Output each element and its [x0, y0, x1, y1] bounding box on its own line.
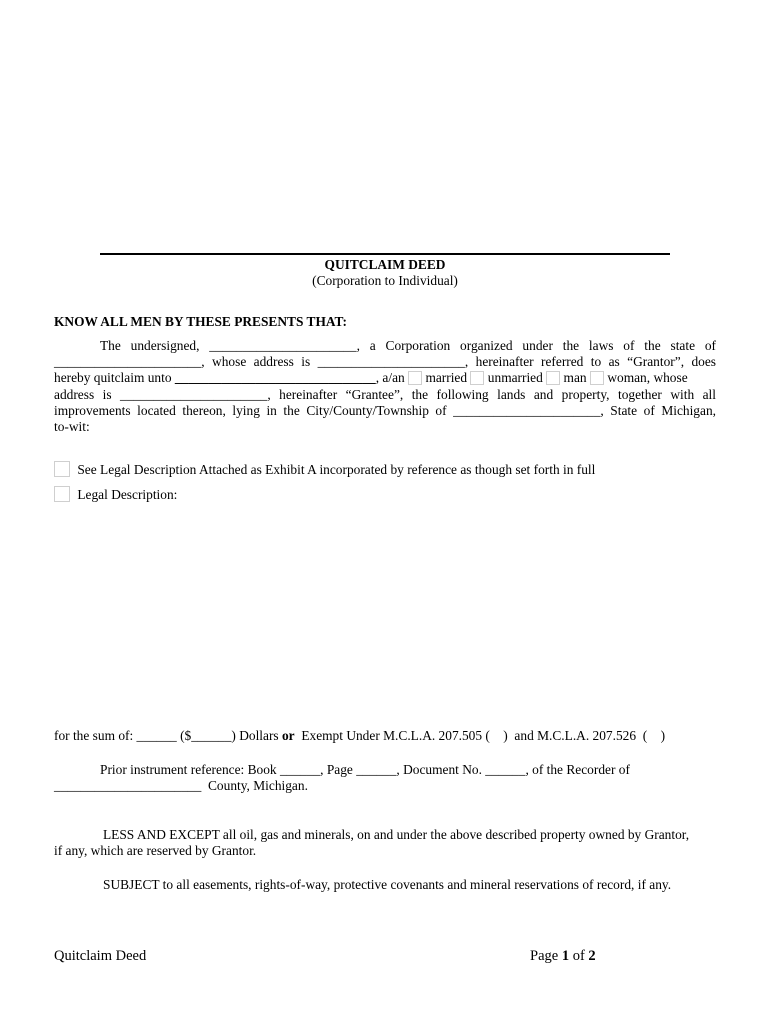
footer-page-word: Page	[530, 948, 562, 964]
deed-subtitle: (Corporation to Individual)	[312, 273, 458, 288]
intro-line-2: ______________________, whose address is ______________________, hereinafter referred to as “Grantor”, does	[54, 354, 716, 369]
sum-or: or	[281, 728, 295, 743]
intro-line-4: address is ______________________, hereinafter “Grantee”, the following lands and property, together with all	[54, 387, 716, 402]
know-all-heading: KNOW ALL MEN BY THESE PRESENTS THAT:	[54, 314, 347, 329]
married-checkbox[interactable]	[408, 371, 422, 385]
title-rule	[100, 253, 670, 255]
footer-page-current: 1	[561, 948, 570, 964]
subject-line: SUBJECT to all easements, rights-of-way, protective covenants and mineral reservations of record, if any.	[103, 877, 672, 892]
sum-line	[54, 728, 665, 744]
intro-line-1: The undersigned, ______________________, a Corporation organized under the laws of the state of	[100, 338, 716, 353]
married-label: married	[425, 370, 468, 385]
prior-reference-line-1: Prior instrument reference: Book ______, Page ______, Document No. ______, of the Recorder of	[100, 762, 630, 777]
intro-line-3-prefix: hereby quitclaim unto	[54, 370, 175, 385]
unmarried-checkbox[interactable]	[470, 371, 484, 385]
woman-label: woman, whose	[607, 370, 688, 385]
deed-title: QUITCLAIM DEED	[324, 257, 446, 272]
sum-pre: for the sum of: ______ ($______) Dollars	[54, 728, 282, 743]
exhibit-option	[54, 461, 595, 478]
woman-checkbox[interactable]	[590, 371, 604, 385]
grantee-name-blank: ______________________________	[174, 370, 376, 385]
legal-description-checkbox[interactable]	[54, 486, 70, 502]
intro-line-3	[54, 370, 716, 386]
prior-reference-line-2: ______________________ County, Michigan.	[54, 778, 308, 793]
man-label: man	[563, 370, 587, 385]
intro-ana-label: , a/an	[375, 370, 405, 385]
exhibit-checkbox[interactable]	[54, 461, 70, 477]
footer-of-word: of	[569, 948, 589, 964]
man-checkbox[interactable]	[546, 371, 560, 385]
less-except-line-1: LESS AND EXCEPT all oil, gas and minerals, on and under the above described property owned by Grantor,	[103, 827, 690, 842]
footer-page-number	[530, 948, 596, 964]
unmarried-label: unmarried	[487, 370, 543, 385]
intro-line-6: to-wit:	[54, 419, 90, 434]
exhibit-label: See Legal Description Attached as Exhibit A incorporated by reference as though set forth in full	[77, 462, 596, 477]
sum-post: Exempt Under M.C.L.A. 207.505 ( ) and M.C.L.A. 207.526 ( )	[294, 728, 666, 743]
legal-description-option	[54, 486, 177, 503]
less-except-line-2: if any, which are reserved by Grantor.	[54, 843, 257, 858]
footer-doc-title: Quitclaim Deed	[54, 948, 147, 964]
intro-line-5: improvements located thereon, lying in the City/County/Township of ______________________, State of Michigan,	[54, 403, 716, 418]
legal-description-label: Legal Description:	[77, 487, 178, 502]
footer-page-total: 2	[588, 948, 596, 964]
